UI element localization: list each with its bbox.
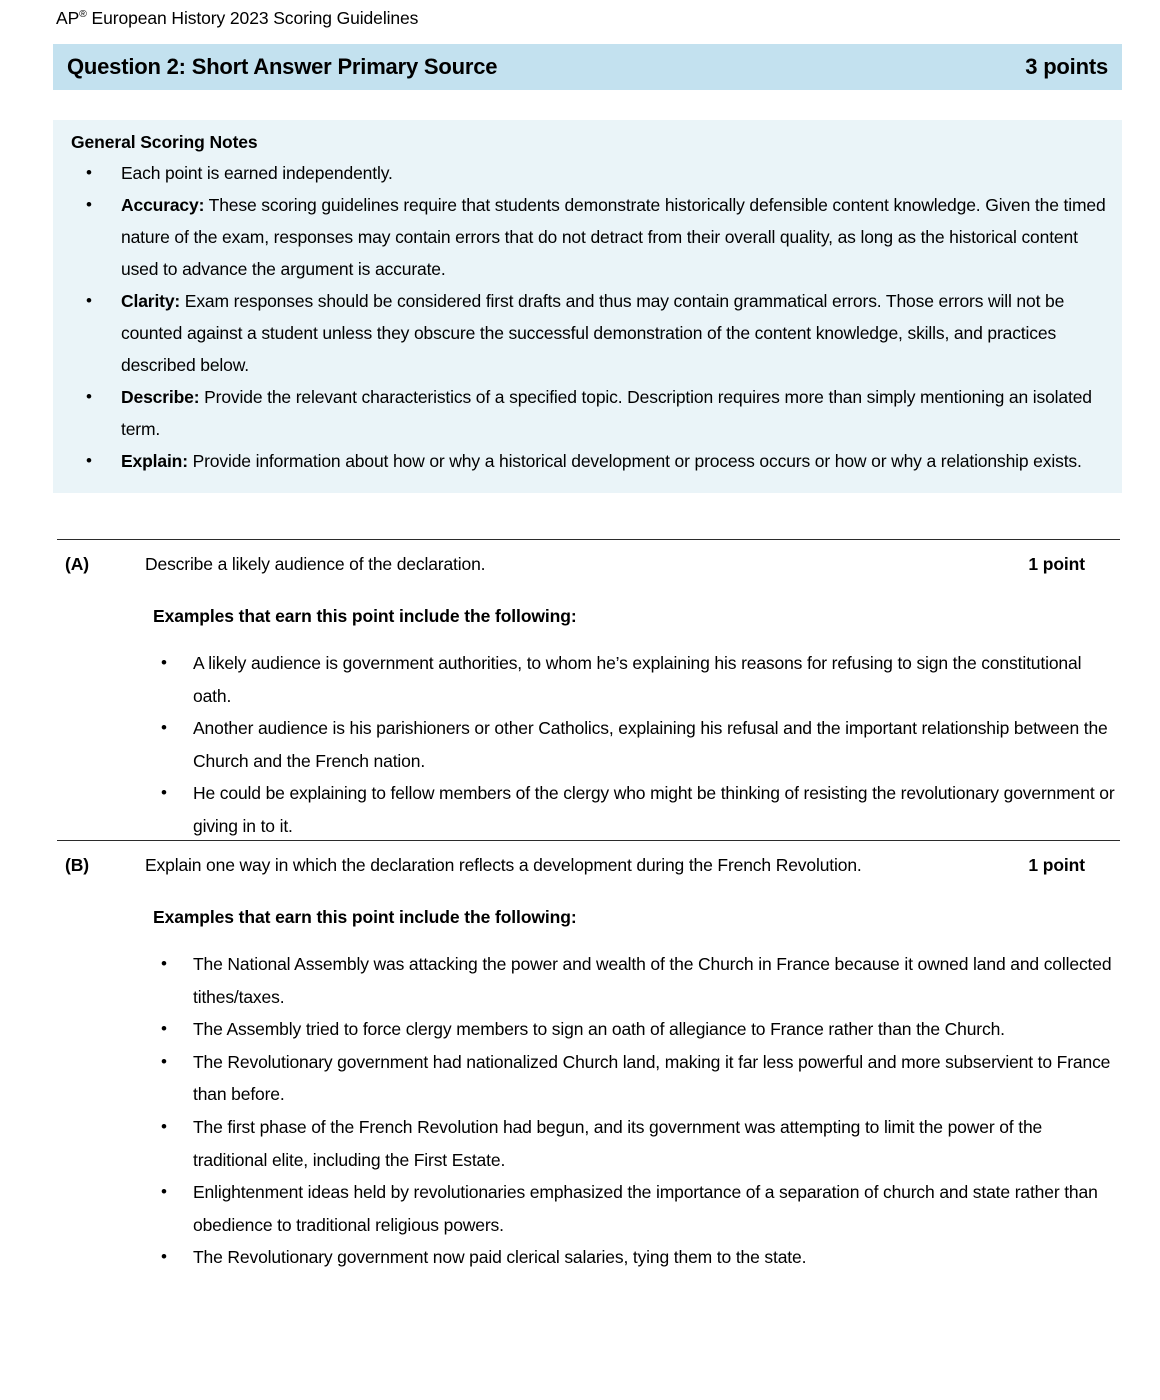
list-item: • The Revolutionary government had nationalized Church land, making it far less powerful and more subservient to France than before. bbox=[153, 1046, 1120, 1111]
part-a-points: 1 point bbox=[1028, 554, 1085, 574]
part-b-section bbox=[57, 840, 1120, 1274]
list-item bbox=[69, 285, 1106, 381]
note-lead: Accuracy: bbox=[121, 195, 205, 215]
note-text: Each point is earned independently. bbox=[121, 163, 393, 183]
list-item: • The Revolutionary government now paid clerical salaries, tying them to the state. bbox=[153, 1241, 1120, 1274]
list-item bbox=[69, 157, 1106, 189]
part-a-header bbox=[57, 549, 1120, 579]
note-lead: Explain: bbox=[121, 451, 188, 471]
general-scoring-notes-list bbox=[69, 157, 1106, 477]
note-text: Exam responses should be considered first drafts and thus may contain grammatical errors. Those errors will not be counted against a student unless they obscure the successful demonstration of the content knowledge, skills, and practices described below. bbox=[121, 291, 1065, 375]
question-title-bar bbox=[53, 44, 1122, 90]
running-header bbox=[56, 8, 418, 29]
running-header-rest: European History 2023 Scoring Guidelines bbox=[86, 8, 419, 28]
note-text: Provide information about how or why a historical development or process occurs or how or why a relationship exists. bbox=[187, 451, 1082, 471]
note-text: Provide the relevant characteristics of a specified topic. Description requires more than simply mentioning an isolated term. bbox=[121, 387, 1092, 439]
part-a-prompt: Describe a likely audience of the declaration. bbox=[145, 554, 486, 574]
list-item bbox=[69, 189, 1106, 285]
registered-trademark-icon: ® bbox=[79, 8, 87, 21]
part-b-examples-label: Examples that earn this point include the following: bbox=[153, 907, 577, 927]
list-item: • He could be explaining to fellow members of the clergy who might be thinking of resisting the revolutionary government or giving in to it. bbox=[153, 777, 1120, 842]
list-item bbox=[69, 381, 1106, 445]
note-lead: Describe: bbox=[121, 387, 200, 407]
question-title: Question 2: Short Answer Primary Source bbox=[67, 54, 498, 79]
part-b-points: 1 point bbox=[1028, 855, 1085, 875]
running-header-prefix: AP bbox=[56, 8, 80, 28]
list-item: • A likely audience is government authorities, to whom he’s explaining his reasons for refusing to sign the constitutional oath. bbox=[153, 647, 1120, 712]
list-item: • The Assembly tried to force clergy members to sign an oath of allegiance to France rather than the Church. bbox=[153, 1013, 1120, 1046]
part-a-section bbox=[57, 539, 1120, 843]
general-scoring-notes-heading: General Scoring Notes bbox=[71, 132, 258, 152]
list-item: • The first phase of the French Revolution had begun, and its government was attempting to limit the power of the traditional elite, including the First Estate. bbox=[153, 1111, 1120, 1176]
note-text: These scoring guidelines require that students demonstrate historically defensible content knowledge. Given the timed nature of the exam, responses may contain errors that do not detract from their overall quality, as long as the historical content used to advance the argument is accurate. bbox=[121, 195, 1106, 279]
part-b-header bbox=[57, 850, 1120, 880]
question-points: 3 points bbox=[1025, 54, 1108, 79]
general-scoring-notes-panel bbox=[53, 120, 1122, 493]
part-b-examples-list bbox=[57, 948, 1120, 1274]
list-item: • Enlightenment ideas held by revolutionaries emphasized the importance of a separation of church and state rather than obedience to traditional religious powers. bbox=[153, 1176, 1120, 1241]
part-b-letter: (B) bbox=[65, 855, 89, 875]
list-item bbox=[69, 445, 1106, 477]
note-lead: Clarity: bbox=[121, 291, 181, 311]
part-a-examples-list bbox=[57, 647, 1120, 843]
part-b-prompt: Explain one way in which the declaration reflects a development during the French Revolution. bbox=[145, 855, 862, 875]
list-item: • The National Assembly was attacking the power and wealth of the Church in France because it owned land and collected tithes/taxes. bbox=[153, 948, 1120, 1013]
list-item: • Another audience is his parishioners or other Catholics, explaining his refusal and the important relationship between the Church and the French nation. bbox=[153, 712, 1120, 777]
part-a-letter: (A) bbox=[65, 554, 89, 574]
part-a-examples-label: Examples that earn this point include the following: bbox=[153, 606, 577, 626]
